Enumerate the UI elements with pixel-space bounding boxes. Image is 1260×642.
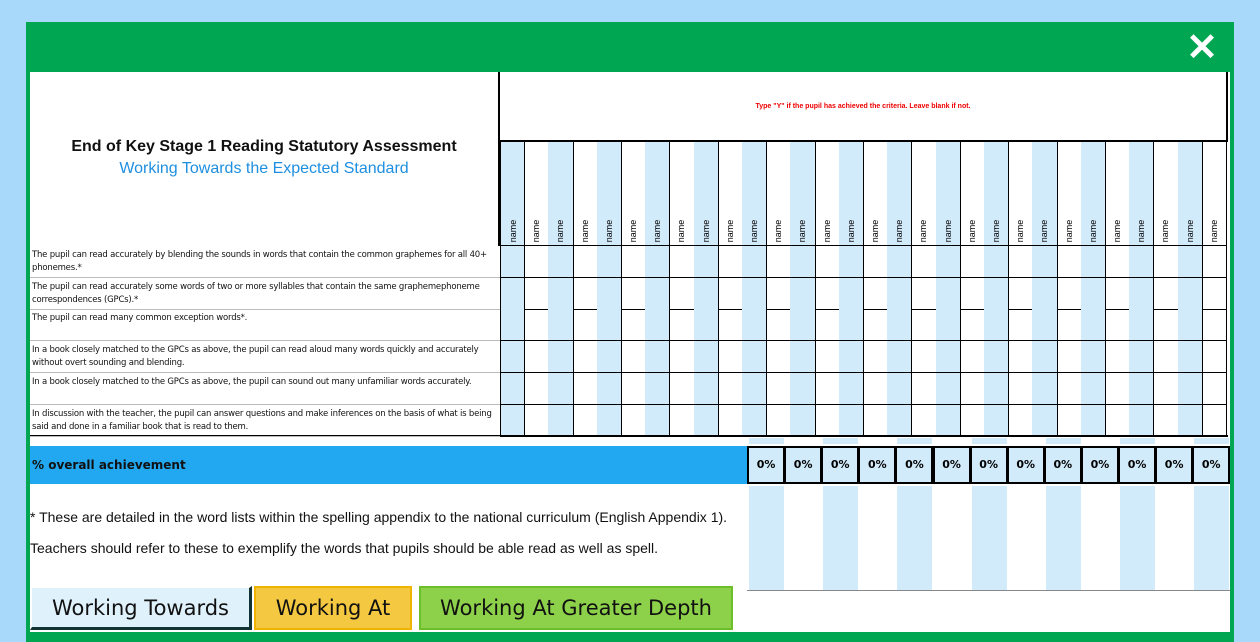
name-column-header[interactable] xyxy=(1081,142,1106,246)
criteria-input-cell[interactable] xyxy=(742,405,767,437)
criteria-input-cell[interactable] xyxy=(573,373,598,405)
name-label: name xyxy=(749,219,760,243)
tab-working-at-greater-depth[interactable]: Working At Greater Depth xyxy=(419,586,733,630)
criteria-input-cell[interactable] xyxy=(694,246,719,278)
name-label: name xyxy=(894,219,905,243)
criteria-input-cell[interactable] xyxy=(694,341,719,373)
criteria-input-cell[interactable] xyxy=(911,309,936,341)
achievement-percent-cell: 0% xyxy=(1155,446,1193,484)
criteria-input-cell[interactable] xyxy=(984,246,1009,278)
criteria-input-cell[interactable] xyxy=(863,246,888,278)
criteria-input-cell[interactable] xyxy=(1105,341,1130,373)
criteria-input-cell[interactable] xyxy=(1057,373,1082,405)
name-column-header[interactable] xyxy=(766,142,791,246)
criteria-input-cell[interactable] xyxy=(1008,246,1033,278)
name-label: name xyxy=(555,219,566,243)
criteria-input-cell[interactable] xyxy=(1008,405,1033,437)
criteria-input-cell[interactable] xyxy=(524,246,549,278)
achievement-percent-cell: 0% xyxy=(1192,446,1230,484)
criteria-input-cell[interactable] xyxy=(1202,309,1227,341)
criteria-input-cell[interactable] xyxy=(573,246,598,278)
criteria-input-cell[interactable] xyxy=(669,373,694,405)
criteria-input-cell[interactable] xyxy=(597,278,622,310)
criteria-input-cell[interactable] xyxy=(621,373,646,405)
name-column-header[interactable] xyxy=(645,142,670,246)
criteria-input-cell[interactable] xyxy=(597,405,622,437)
name-column-header[interactable] xyxy=(1105,142,1130,246)
close-icon[interactable]: ✕ xyxy=(1186,27,1218,69)
instruction-text: Type "Y" if the pupil has achieved the criteria. Leave blank if not. xyxy=(500,72,1228,142)
column-stripe xyxy=(749,438,784,444)
criteria-input-cell[interactable] xyxy=(1032,405,1057,437)
criteria-input-cell[interactable] xyxy=(1105,278,1130,310)
criteria-input-cell[interactable] xyxy=(839,246,864,278)
criteria-input-cell[interactable] xyxy=(766,405,791,437)
criteria-input-cell[interactable] xyxy=(645,278,670,310)
name-column-header[interactable] xyxy=(1178,142,1203,246)
criteria-input-cell[interactable] xyxy=(694,405,719,437)
name-label: name xyxy=(676,219,687,243)
criteria-input-cell[interactable] xyxy=(621,405,646,437)
criteria-input-cell[interactable] xyxy=(645,341,670,373)
criteria-input-cell[interactable] xyxy=(1057,246,1082,278)
name-label: name xyxy=(797,219,808,243)
name-column-header[interactable] xyxy=(911,142,936,246)
criteria-input-cell[interactable] xyxy=(1153,341,1178,373)
criteria-input-cell[interactable] xyxy=(790,246,815,278)
criteria-input-cell[interactable] xyxy=(524,341,549,373)
name-column-header[interactable] xyxy=(1032,142,1057,246)
criteria-input-cell[interactable] xyxy=(718,405,743,437)
criteria-input-cell[interactable] xyxy=(960,341,985,373)
criteria-input-cell[interactable] xyxy=(1178,309,1203,341)
name-column-header[interactable] xyxy=(669,142,694,246)
criteria-input-cell[interactable] xyxy=(1008,309,1033,341)
criteria-input-cell[interactable] xyxy=(500,373,525,405)
name-column-header[interactable] xyxy=(621,142,646,246)
column-stripe xyxy=(823,486,858,590)
name-label: name xyxy=(773,219,784,243)
column-stripe xyxy=(823,438,858,444)
name-label: name xyxy=(1063,219,1074,243)
criteria-input-cell[interactable] xyxy=(694,309,719,341)
criteria-input-cell[interactable] xyxy=(718,246,743,278)
name-label: name xyxy=(1112,219,1123,243)
criteria-input-cell[interactable] xyxy=(742,341,767,373)
criteria-input-cell[interactable] xyxy=(1105,246,1130,278)
criteria-input-cell[interactable] xyxy=(548,278,573,310)
criteria-input-cell[interactable] xyxy=(911,278,936,310)
column-stripe xyxy=(1046,486,1081,590)
criteria-input-cell[interactable] xyxy=(936,405,961,437)
criteria-input-cell[interactable] xyxy=(573,405,598,437)
achievement-percent-cell: 0% xyxy=(1044,446,1082,484)
column-stripe xyxy=(749,486,784,590)
criteria-input-cell[interactable] xyxy=(815,246,840,278)
criteria-input-cell[interactable] xyxy=(1057,341,1082,373)
achievement-percent-cell: 0% xyxy=(970,446,1008,484)
achievement-percent-cell: 0% xyxy=(895,446,933,484)
criteria-input-cell[interactable] xyxy=(790,405,815,437)
column-stripe xyxy=(1194,438,1229,444)
achievement-percent-cell: 0% xyxy=(1081,446,1119,484)
criteria-input-cell[interactable] xyxy=(839,309,864,341)
name-column-header[interactable] xyxy=(1153,142,1178,246)
criteria-input-cell[interactable] xyxy=(911,373,936,405)
criteria-input-cell[interactable] xyxy=(815,309,840,341)
criteria-input-cell[interactable] xyxy=(573,309,598,341)
criteria-input-cell[interactable] xyxy=(669,246,694,278)
name-label: name xyxy=(579,219,590,243)
criteria-input-cell[interactable] xyxy=(694,278,719,310)
name-label: name xyxy=(531,219,542,243)
criteria-input-cell[interactable] xyxy=(1008,373,1033,405)
criteria-input-cell[interactable] xyxy=(1057,309,1082,341)
criteria-input-cell[interactable] xyxy=(597,309,622,341)
footnote: * These are detailed in the word lists within the spelling appendix to the national curriculum (English Appendix 1). Teachers should refer to these to exemplify the words that pupils should be able read as well as spell. xyxy=(30,509,728,556)
criteria-input-cell[interactable] xyxy=(984,341,1009,373)
criteria-input-cell[interactable] xyxy=(1032,246,1057,278)
name-label: name xyxy=(507,219,518,243)
criteria-input-cell[interactable] xyxy=(1057,405,1082,437)
criteria-input-cell[interactable] xyxy=(621,278,646,310)
criteria-input-cell[interactable] xyxy=(1081,246,1106,278)
column-stripe xyxy=(1046,438,1081,444)
criteria-input-cell[interactable] xyxy=(1081,341,1106,373)
criteria-input-cell[interactable] xyxy=(766,246,791,278)
criteria-input-cell[interactable] xyxy=(524,309,549,341)
name-label: name xyxy=(628,219,639,243)
criteria-input-cell[interactable] xyxy=(1129,405,1154,437)
criteria-input-cell[interactable] xyxy=(1032,373,1057,405)
criteria-input-cell[interactable] xyxy=(1081,309,1106,341)
criteria-input-cell[interactable] xyxy=(1105,309,1130,341)
criteria-input-cell[interactable] xyxy=(742,278,767,310)
criteria-input-cell[interactable] xyxy=(1153,373,1178,405)
name-column-header[interactable] xyxy=(1129,142,1154,246)
name-label: name xyxy=(1160,219,1171,243)
column-stripe xyxy=(972,438,1007,444)
criteria-input-cell[interactable] xyxy=(815,341,840,373)
criteria-input-cell[interactable] xyxy=(718,309,743,341)
name-label: name xyxy=(966,219,977,243)
criteria-input-cell[interactable] xyxy=(1153,278,1178,310)
criteria-input-cell[interactable] xyxy=(718,373,743,405)
criteria-input-cell[interactable] xyxy=(500,405,525,437)
criteria-row-label: In a book closely matched to the GPCs as above, the pupil can sound out many unfamiliar words accurately. xyxy=(30,373,500,405)
criteria-input-cell[interactable] xyxy=(936,341,961,373)
name-label: name xyxy=(821,219,832,243)
name-label: name xyxy=(1136,219,1147,243)
criteria-input-cell[interactable] xyxy=(621,341,646,373)
criteria-input-cell[interactable] xyxy=(1178,246,1203,278)
name-column-header[interactable] xyxy=(573,142,598,246)
criteria-input-cell[interactable] xyxy=(1153,405,1178,437)
criteria-input-cell[interactable] xyxy=(911,405,936,437)
criteria-input-cell[interactable] xyxy=(766,373,791,405)
criteria-input-cell[interactable] xyxy=(984,309,1009,341)
achievement-percent-cell: 0% xyxy=(784,446,822,484)
criteria-input-cell[interactable] xyxy=(887,341,912,373)
criteria-input-cell[interactable] xyxy=(742,309,767,341)
criteria-input-cell[interactable] xyxy=(1081,278,1106,310)
criteria-input-cell[interactable] xyxy=(1153,309,1178,341)
name-column-header[interactable] xyxy=(524,142,549,246)
criteria-input-cell[interactable] xyxy=(669,278,694,310)
criteria-row-label: In a book closely matched to the GPCs as above, the pupil can read aloud many words quickly and accurately without overt sounding and blending. xyxy=(30,341,500,373)
achievement-percent-cell: 0% xyxy=(747,446,785,484)
criteria-input-cell[interactable] xyxy=(1008,278,1033,310)
criteria-input-cell[interactable] xyxy=(597,341,622,373)
name-column-header[interactable] xyxy=(548,142,573,246)
name-label: name xyxy=(870,219,881,243)
criteria-input-cell[interactable] xyxy=(839,341,864,373)
name-label: name xyxy=(1015,219,1026,243)
name-label: name xyxy=(991,219,1002,243)
criteria-input-cell[interactable] xyxy=(548,341,573,373)
name-column-header[interactable] xyxy=(1008,142,1033,246)
column-stripe xyxy=(897,438,932,444)
name-column-header[interactable] xyxy=(815,142,840,246)
criteria-input-cell[interactable] xyxy=(984,278,1009,310)
criteria-input-cell[interactable] xyxy=(621,309,646,341)
criteria-input-cell[interactable] xyxy=(718,341,743,373)
column-stripe xyxy=(1194,486,1229,590)
name-column-header[interactable] xyxy=(839,142,864,246)
criteria-input-cell[interactable] xyxy=(887,246,912,278)
criteria-input-cell[interactable] xyxy=(524,405,549,437)
criteria-input-cell[interactable] xyxy=(500,246,525,278)
tab-working-towards[interactable]: Working Towards xyxy=(30,586,252,630)
criteria-input-cell[interactable] xyxy=(669,405,694,437)
name-column-header[interactable] xyxy=(1202,142,1227,246)
name-column-header[interactable] xyxy=(597,142,622,246)
name-column-header[interactable] xyxy=(936,142,961,246)
criteria-input-cell[interactable] xyxy=(500,309,525,341)
criteria-input-cell[interactable] xyxy=(863,341,888,373)
criteria-input-cell[interactable] xyxy=(1105,373,1130,405)
achievement-percent-cell: 0% xyxy=(858,446,896,484)
achievement-percent-cell: 0% xyxy=(933,446,971,484)
criteria-input-cell[interactable] xyxy=(548,373,573,405)
name-column-header[interactable] xyxy=(694,142,719,246)
achievement-percent-cell: 0% xyxy=(1007,446,1045,484)
column-stripe xyxy=(897,486,932,590)
criteria-input-cell[interactable] xyxy=(960,309,985,341)
criteria-input-cell[interactable] xyxy=(1032,278,1057,310)
name-label: name xyxy=(942,219,953,243)
criteria-input-cell[interactable] xyxy=(573,341,598,373)
criteria-input-cell[interactable] xyxy=(645,309,670,341)
criteria-input-cell[interactable] xyxy=(669,341,694,373)
name-label: name xyxy=(700,219,711,243)
criteria-row-label: The pupil can read accurately by blending the sounds in words that contain the common graphemes for all 40+ phonemes.* xyxy=(30,246,500,278)
criteria-input-cell[interactable] xyxy=(790,373,815,405)
criteria-input-cell[interactable] xyxy=(887,405,912,437)
criteria-input-cell[interactable] xyxy=(524,373,549,405)
criteria-input-cell[interactable] xyxy=(645,373,670,405)
criteria-input-cell[interactable] xyxy=(1153,246,1178,278)
criteria-input-cell[interactable] xyxy=(887,309,912,341)
criteria-input-cell[interactable] xyxy=(1202,373,1227,405)
criteria-input-cell[interactable] xyxy=(1105,405,1130,437)
criteria-input-cell[interactable] xyxy=(790,341,815,373)
criteria-input-cell[interactable] xyxy=(1129,309,1154,341)
name-column-header[interactable] xyxy=(960,142,985,246)
criteria-input-cell[interactable] xyxy=(1129,278,1154,310)
criteria-input-cell[interactable] xyxy=(1178,341,1203,373)
name-label: name xyxy=(1208,219,1219,243)
title-block xyxy=(30,72,500,246)
criteria-input-cell[interactable] xyxy=(1032,309,1057,341)
name-label: name xyxy=(1087,219,1098,243)
criteria-input-cell[interactable] xyxy=(960,405,985,437)
criteria-input-cell[interactable] xyxy=(1129,246,1154,278)
criteria-input-cell[interactable] xyxy=(960,246,985,278)
name-column-header[interactable] xyxy=(887,142,912,246)
criteria-input-cell[interactable] xyxy=(500,278,525,310)
name-label: name xyxy=(603,219,614,243)
name-label: name xyxy=(652,219,663,243)
criteria-row-label: The pupil can read many common exception words*. xyxy=(30,309,500,341)
name-column-header[interactable] xyxy=(863,142,888,246)
name-label: name xyxy=(845,219,856,243)
criteria-row-label: In discussion with the teacher, the pupil can answer questions and make inferences on the basis of what is being said and done in a familiar book that is read to them. xyxy=(30,405,500,437)
criteria-input-cell[interactable] xyxy=(500,341,525,373)
criteria-input-cell[interactable] xyxy=(839,405,864,437)
criteria-input-cell[interactable] xyxy=(839,278,864,310)
criteria-input-cell[interactable] xyxy=(960,373,985,405)
criteria-input-cell[interactable] xyxy=(790,309,815,341)
column-stripe xyxy=(1120,438,1155,444)
name-column-header[interactable] xyxy=(500,142,525,246)
criteria-input-cell[interactable] xyxy=(984,405,1009,437)
name-label: name xyxy=(1039,219,1050,243)
criteria-input-cell[interactable] xyxy=(1202,341,1227,373)
criteria-input-cell[interactable] xyxy=(863,373,888,405)
stripe-bottom-border xyxy=(747,590,1230,591)
criteria-row-label: The pupil can read accurately some words of two or more syllables that contain the same graphemephoneme correspondences (GPCs).* xyxy=(30,278,500,310)
criteria-input-cell[interactable] xyxy=(1081,405,1106,437)
overall-achievement-label: % overall achievement xyxy=(30,446,747,484)
criteria-input-cell[interactable] xyxy=(1178,405,1203,437)
criteria-input-cell[interactable] xyxy=(524,278,549,310)
column-stripe xyxy=(972,486,1007,590)
criteria-input-cell[interactable] xyxy=(1081,373,1106,405)
criteria-input-cell[interactable] xyxy=(621,246,646,278)
criteria-input-cell[interactable] xyxy=(1008,341,1033,373)
criteria-input-cell[interactable] xyxy=(669,309,694,341)
criteria-input-cell[interactable] xyxy=(1202,278,1227,310)
criteria-input-cell[interactable] xyxy=(766,341,791,373)
criteria-input-cell[interactable] xyxy=(863,278,888,310)
criteria-input-cell[interactable] xyxy=(815,405,840,437)
criteria-input-cell[interactable] xyxy=(1202,405,1227,437)
name-column-header[interactable] xyxy=(1057,142,1082,246)
spreadsheet xyxy=(30,72,1230,632)
criteria-input-cell[interactable] xyxy=(936,278,961,310)
criteria-input-cell[interactable] xyxy=(863,405,888,437)
criteria-input-cell[interactable] xyxy=(645,405,670,437)
name-column-header[interactable] xyxy=(790,142,815,246)
criteria-input-cell[interactable] xyxy=(573,278,598,310)
criteria-input-cell[interactable] xyxy=(718,278,743,310)
criteria-input-cell[interactable] xyxy=(548,246,573,278)
criteria-input-cell[interactable] xyxy=(597,246,622,278)
criteria-input-cell[interactable] xyxy=(742,373,767,405)
criteria-input-cell[interactable] xyxy=(887,278,912,310)
criteria-input-cell[interactable] xyxy=(645,246,670,278)
name-label: name xyxy=(724,219,735,243)
criteria-input-cell[interactable] xyxy=(1202,246,1227,278)
criteria-input-cell[interactable] xyxy=(1178,373,1203,405)
criteria-input-cell[interactable] xyxy=(815,373,840,405)
criteria-input-cell[interactable] xyxy=(936,309,961,341)
name-column-header[interactable] xyxy=(718,142,743,246)
criteria-input-cell[interactable] xyxy=(815,278,840,310)
criteria-input-cell[interactable] xyxy=(766,309,791,341)
criteria-input-cell[interactable] xyxy=(911,246,936,278)
name-label: name xyxy=(1184,219,1195,243)
tab-working-at[interactable]: Working At xyxy=(254,586,412,630)
criteria-input-cell[interactable] xyxy=(960,278,985,310)
criteria-input-cell[interactable] xyxy=(863,309,888,341)
name-column-header[interactable] xyxy=(742,142,767,246)
criteria-input-cell[interactable] xyxy=(1178,278,1203,310)
criteria-input-cell[interactable] xyxy=(1057,278,1082,310)
criteria-input-cell[interactable] xyxy=(790,278,815,310)
criteria-input-cell[interactable] xyxy=(694,373,719,405)
criteria-input-cell[interactable] xyxy=(936,246,961,278)
criteria-input-cell[interactable] xyxy=(766,278,791,310)
criteria-input-cell[interactable] xyxy=(1129,341,1154,373)
achievement-percent-cell: 0% xyxy=(821,446,859,484)
page-title: End of Key Stage 1 Reading Statutory Assessment xyxy=(71,138,457,155)
criteria-input-cell[interactable] xyxy=(984,373,1009,405)
criteria-input-cell[interactable] xyxy=(742,246,767,278)
criteria-input-cell[interactable] xyxy=(1032,341,1057,373)
criteria-input-cell[interactable] xyxy=(1129,373,1154,405)
criteria-input-cell[interactable] xyxy=(597,373,622,405)
name-label: name xyxy=(918,219,929,243)
criteria-input-cell[interactable] xyxy=(911,341,936,373)
criteria-input-cell[interactable] xyxy=(936,373,961,405)
criteria-input-cell[interactable] xyxy=(548,309,573,341)
page-subtitle: Working Towards the Expected Standard xyxy=(119,160,409,177)
name-column-header[interactable] xyxy=(984,142,1009,246)
criteria-input-cell[interactable] xyxy=(548,405,573,437)
criteria-input-cell[interactable] xyxy=(887,373,912,405)
achievement-percent-cell: 0% xyxy=(1118,446,1156,484)
column-stripe xyxy=(1120,486,1155,590)
criteria-input-cell[interactable] xyxy=(839,373,864,405)
